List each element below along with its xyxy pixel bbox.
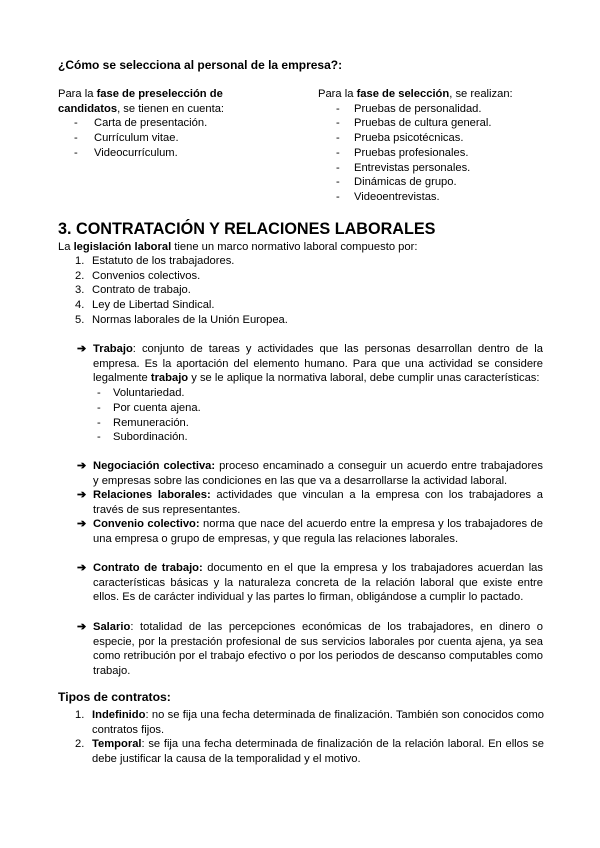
preselection-bold: fase de preselección de candidatos — [58, 88, 223, 115]
selection-list — [318, 102, 548, 205]
definition-relaciones: ➔ Relaciones laborales: actividades que vinculan a la empresa con los trabajadores a través de sus representantes. — [77, 489, 543, 516]
list-item: 1. Indefinido: no se fija una fecha determinada de finalización. También son conocidos como contratos fijos. — [75, 709, 544, 736]
list-item: - Entrevistas personales. — [318, 161, 548, 176]
question-title: ¿Cómo se selecciona al personal de la empresa?: — [58, 58, 343, 72]
list-item: - Subordinación. — [77, 430, 543, 445]
selection-bold: fase de selección — [356, 88, 450, 100]
contract-types-title: Tipos de contratos: — [58, 690, 171, 704]
arrow-icon: ➔ — [77, 562, 87, 574]
list-item: 2. Temporal: se fija una fecha determinada de finalización de la relación laboral. En ellos se debe justificar la causa de la temporalidad y el motivo. — [75, 738, 544, 766]
list-item: - Videocurrículum. — [58, 146, 273, 161]
definition-contrato: ➔ Contrato de trabajo: documento en el que la empresa y los trabajadores acuerdan las características básicas y la naturaleza concreta de la relación laboral que existe entre ellos. Es de carácter individual y las partes lo firman, obligándose a cumplir lo pactado. — [77, 562, 543, 604]
list-item: - Videoentrevistas. — [318, 190, 548, 205]
contract-types-list — [58, 708, 544, 767]
list-item: - Remuneración. — [77, 416, 543, 431]
definition-trabajo: ➔ Trabajo: conjunto de tareas y actividades que las personas desarrollan dentro de la empresa. Es la aportación del elemento humano. Para que una actividad se considere legalmente trabajo y se le aplique la normativa laboral, debe cumplir unas características: - Voluntariedad. - Por cuenta ajena. - Remuneración. - Subordinación. — [77, 342, 543, 445]
selection-column — [318, 87, 548, 205]
list-item: - Prueba psicotécnicas. — [318, 131, 548, 146]
arrow-icon: ➔ — [77, 343, 87, 355]
list-item: 5. Normas laborales de la Unión Europea. — [75, 313, 288, 326]
preselection-intro: Para la fase de preselección de candidatos, se tienen en cuenta: — [58, 88, 225, 115]
arrow-icon: ➔ — [77, 460, 87, 472]
selection-intro: Para la fase de selección, se realizan: — [318, 88, 513, 100]
arrow-icon: ➔ — [77, 621, 87, 633]
preselection-list — [58, 116, 273, 160]
section-title: 3. CONTRATACIÓN Y RELACIONES LABORALES — [58, 220, 436, 238]
trabajo-features — [77, 386, 543, 445]
list-item: - Pruebas de personalidad. — [318, 102, 548, 117]
definition-negociacion: ➔ Negociación colectiva: proceso encaminado a conseguir un acuerdo entre trabajadores y empresas sobre las condiciones en las que va a desarrollarse la actividad laboral. — [77, 460, 543, 487]
list-item: - Currículum vitae. — [58, 131, 273, 146]
list-item: - Carta de presentación. — [58, 116, 273, 131]
list-item: 4. Ley de Libertad Sindical. — [75, 299, 215, 312]
arrow-icon: ➔ — [77, 518, 87, 530]
list-item: - Dinámicas de grupo. — [318, 175, 548, 190]
norms-list — [58, 254, 288, 328]
definition-salario: ➔ Salario: totalidad de las percepciones económicas de los trabajadores, en dinero o especie, por la prestación profesional de sus servicios laborales por cuenta ajena, ya sea como retribución por el trabajo efectivo o por los periodos de descanso computables como trabajo. — [77, 621, 543, 678]
section-intro: La legislación laboral tiene un marco normativo laboral compuesto por: — [58, 241, 418, 253]
list-item: - Voluntariedad. — [77, 386, 543, 401]
list-item: - Por cuenta ajena. — [77, 401, 543, 416]
list-item: 1. Estatuto de los trabajadores. — [75, 255, 235, 267]
list-item: - Pruebas de cultura general. — [318, 116, 548, 131]
list-item: - Pruebas profesionales. — [318, 146, 548, 161]
definition-convenio: ➔ Convenio colectivo: norma que nace del acuerdo entre la empresa y los trabajadores de una empresa o grupo de empresas, y que regula las relaciones laborales. — [77, 518, 543, 545]
preselection-column — [58, 87, 273, 161]
arrow-icon: ➔ — [77, 489, 87, 501]
list-item: 3. Contrato de trabajo. — [75, 284, 191, 297]
list-item: 2. Convenios colectivos. — [75, 269, 201, 282]
